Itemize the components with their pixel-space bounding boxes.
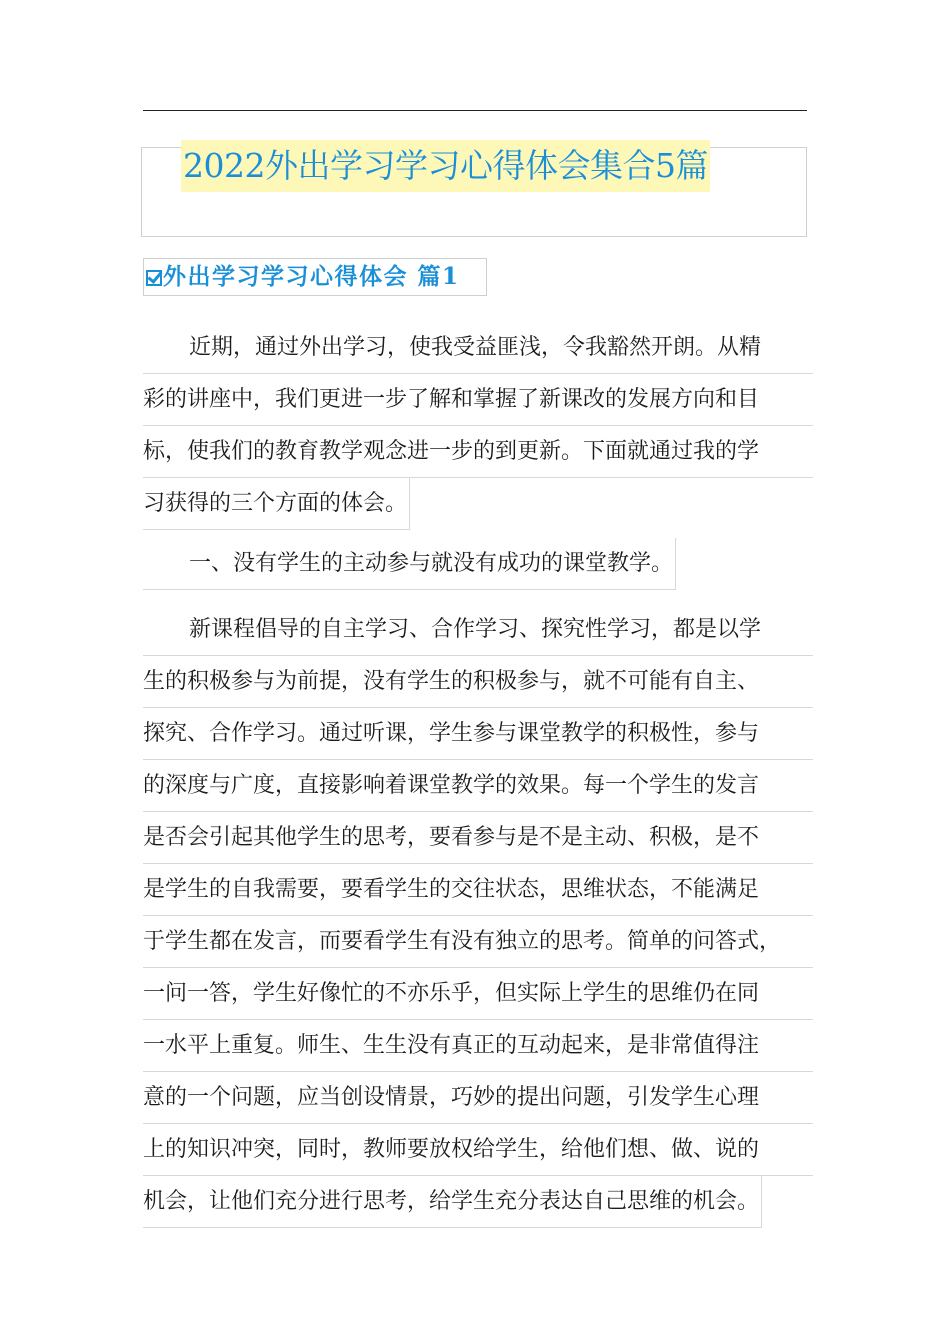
section-heading-text: 外出学习学习心得体会 篇1 [163, 263, 460, 290]
paragraph-line: 近期，通过外出学习，使我受益匪浅，令我豁然开朗。从精 [143, 322, 813, 374]
section-heading [146, 258, 460, 296]
paragraph-line: 探究、合作学习。通过听课，学生参与课堂教学的积极性，参与 [143, 708, 813, 760]
paragraph-line: 于学生都在发言，而要看学生有没有独立的思考。简单的问答式， [143, 916, 813, 968]
paragraph-line: 习获得的三个方面的体会。 [143, 478, 410, 530]
paragraph-body [143, 604, 813, 1228]
header-rule [143, 110, 807, 111]
paragraph-line: 一问一答，学生好像忙的不亦乐乎，但实际上学生的思维仍在同 [143, 968, 813, 1020]
paragraph-intro [143, 322, 813, 530]
paragraph-line: 标，使我们的教育教学观念进一步的到更新。下面就通过我的学 [143, 426, 813, 478]
paragraph-line: 意的一个问题，应当创设情景，巧妙的提出问题，引发学生心理 [143, 1072, 813, 1124]
paragraph-line: 生的积极参与为前提，没有学生的积极参与，就不可能有自主、 [143, 656, 813, 708]
paragraph-line: 是否会引起其他学生的思考，要看参与是不是主动、积极，是不 [143, 812, 813, 864]
paragraph-line: 彩的讲座中，我们更进一步了解和掌握了新课改的发展方向和目 [143, 374, 813, 426]
paragraph-point-one [143, 538, 813, 590]
checkbox-checked-icon [146, 270, 162, 286]
paragraph-line: 上的知识冲突，同时，教师要放权给学生，给他们想、做、说的 [143, 1124, 813, 1176]
paragraph-line: 的深度与广度，直接影响着课堂教学的效果。每一个学生的发言 [143, 760, 813, 812]
document-title: 2022外出学习学习心得体会集合5篇 [181, 140, 710, 192]
paragraph-line: 一、没有学生的主动参与就没有成功的课堂教学。 [143, 538, 676, 590]
paragraph-line: 一水平上重复。师生、生生没有真正的互动起来，是非常值得注 [143, 1020, 813, 1072]
paragraph-line: 新课程倡导的自主学习、合作学习、探究性学习，都是以学 [143, 604, 813, 656]
paragraph-line: 是学生的自我需要，要看学生的交往状态，思维状态，不能满足 [143, 864, 813, 916]
paragraph-line: 机会，让他们充分进行思考，给学生充分表达自己思维的机会。 [143, 1176, 762, 1228]
